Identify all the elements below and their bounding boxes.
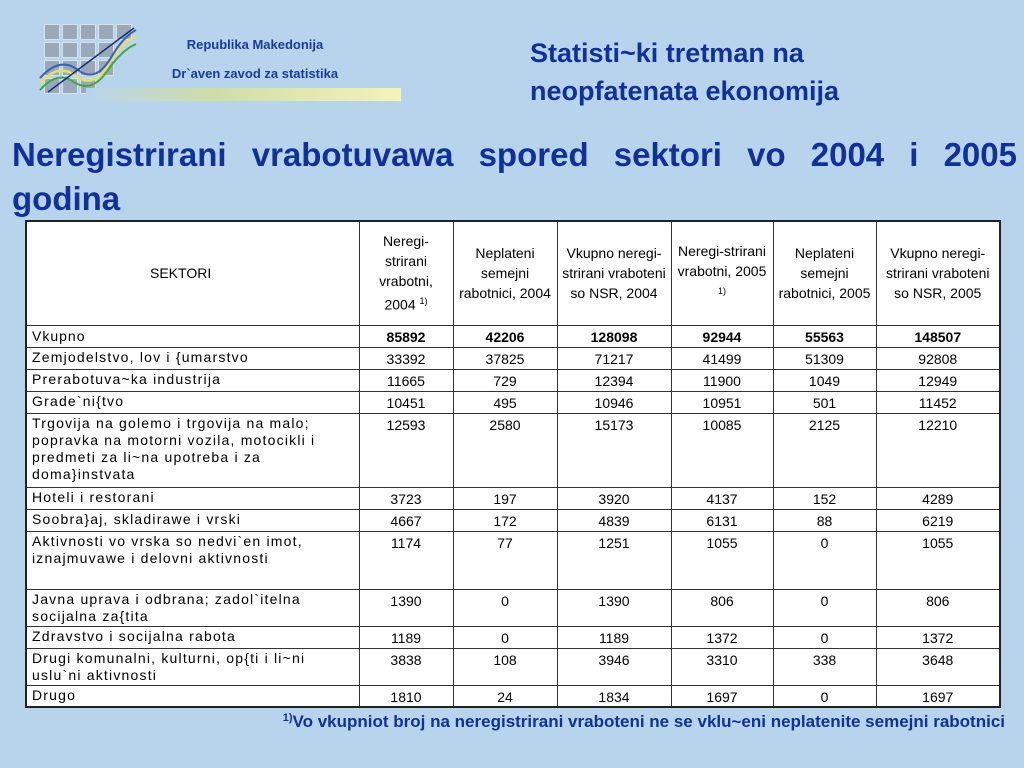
value-cell: 1372 — [671, 626, 773, 648]
value-cell: 33392 — [359, 347, 453, 369]
table-row — [26, 685, 1000, 707]
sector-label: Zdravstvo i socijalna rabota — [26, 626, 359, 648]
table-row — [26, 589, 1000, 626]
table-row — [26, 648, 1000, 685]
value-cell: 0 — [453, 589, 557, 626]
sector-label: Drugo — [26, 685, 359, 707]
value-cell: 1372 — [876, 626, 1000, 648]
value-cell: 4137 — [671, 487, 773, 509]
table-row — [26, 347, 1000, 369]
sector-label: Drugi komunalni, kulturni, op{ti i li~ni uslu`ni aktivnosti — [26, 648, 359, 685]
value-cell: 51309 — [773, 347, 876, 369]
org-name-line2: Dr`aven zavod za statistika — [171, 66, 339, 81]
value-cell: 1697 — [876, 685, 1000, 707]
table-header-row — [26, 221, 1000, 325]
value-cell: 10451 — [359, 391, 453, 413]
value-cell: 11900 — [671, 369, 773, 391]
value-cell: 806 — [876, 589, 1000, 626]
value-cell: 1251 — [557, 531, 671, 589]
value-cell: 12394 — [557, 369, 671, 391]
value-cell: 4839 — [557, 509, 671, 531]
value-cell: 1189 — [359, 626, 453, 648]
value-cell: 1390 — [557, 589, 671, 626]
value-cell: 197 — [453, 487, 557, 509]
footnote-marker: 1) — [282, 712, 293, 724]
value-cell: 10085 — [671, 413, 773, 487]
value-cell: 3310 — [671, 648, 773, 685]
slide-subtitle-line2: neopfatenata ekonomija — [530, 76, 840, 106]
value-cell: 6219 — [876, 509, 1000, 531]
column-header: Vkupno neregi-strirani vraboteni so NSR, 2005 — [876, 221, 1000, 325]
table-row — [26, 413, 1000, 487]
column-header-label: Neregi-strirani vrabotni, 2005 — [677, 243, 767, 280]
value-cell: 3838 — [359, 648, 453, 685]
org-name-line1: Republika Makedonija — [186, 37, 324, 52]
column-header: Vkupno neregi-strirani vraboteni so NSR, 2004 — [557, 221, 671, 325]
page-title: Neregistrirani vrabotuvawa spored sektori vo 2004 i 2005 godina — [12, 136, 1017, 217]
decorative-gradient-bar — [86, 88, 401, 101]
value-cell: 1055 — [876, 531, 1000, 589]
sector-label: Vkupno — [26, 325, 359, 347]
value-cell: 88 — [773, 509, 876, 531]
value-cell: 1834 — [557, 685, 671, 707]
value-cell: 4667 — [359, 509, 453, 531]
table-row — [26, 487, 1000, 509]
value-cell: 3723 — [359, 487, 453, 509]
table-body — [26, 325, 1000, 707]
slide-subtitle — [530, 34, 950, 110]
value-cell: 1697 — [671, 685, 773, 707]
value-cell: 11452 — [876, 391, 1000, 413]
value-cell: 1810 — [359, 685, 453, 707]
sector-label: Grade`ni{tvo — [26, 391, 359, 413]
column-header-label: Neregi-strirani vrabotni, 2004 — [379, 233, 433, 314]
value-cell: 77 — [453, 531, 557, 589]
value-cell: 148507 — [876, 325, 1000, 347]
value-cell: 10946 — [557, 391, 671, 413]
sector-label: Trgovija na golemo i trgovija na malo; popravka na motorni vozila, motocikli i predmeti za li~na upotreba i za doma}instvata — [26, 413, 359, 487]
value-cell: 37825 — [453, 347, 557, 369]
value-cell: 11665 — [359, 369, 453, 391]
sector-label: Soobra}aj, skladirawe i vrski — [26, 509, 359, 531]
value-cell: 0 — [453, 626, 557, 648]
value-cell: 12210 — [876, 413, 1000, 487]
value-cell: 128098 — [557, 325, 671, 347]
value-cell: 2580 — [453, 413, 557, 487]
table-row-total — [26, 325, 1000, 347]
value-cell: 42206 — [453, 325, 557, 347]
value-cell: 15173 — [557, 413, 671, 487]
value-cell: 55563 — [773, 325, 876, 347]
column-header: Neplateni semejni rabotnici, 2005 — [773, 221, 876, 325]
sector-label: Aktivnosti vo vrska so nedvi`en imot, iznajmuvawe i delovni aktivnosti — [26, 531, 359, 589]
value-cell: 1189 — [557, 626, 671, 648]
column-header: Neplateni semejni rabotnici, 2004 — [453, 221, 557, 325]
value-cell: 0 — [773, 531, 876, 589]
value-cell: 3648 — [876, 648, 1000, 685]
value-cell: 152 — [773, 487, 876, 509]
value-cell: 6131 — [671, 509, 773, 531]
value-cell: 0 — [773, 589, 876, 626]
value-cell: 1390 — [359, 589, 453, 626]
sector-label: Prerabotuva~ka industrija — [26, 369, 359, 391]
value-cell: 71217 — [557, 347, 671, 369]
table-row — [26, 369, 1000, 391]
value-cell: 3920 — [557, 487, 671, 509]
value-cell: 0 — [773, 626, 876, 648]
value-cell: 172 — [453, 509, 557, 531]
value-cell: 4289 — [876, 487, 1000, 509]
table-row — [26, 531, 1000, 589]
sector-label: Hoteli i restorani — [26, 487, 359, 509]
value-cell: 108 — [453, 648, 557, 685]
value-cell: 1049 — [773, 369, 876, 391]
value-cell: 2125 — [773, 413, 876, 487]
table-row — [26, 626, 1000, 648]
value-cell: 3946 — [557, 648, 671, 685]
column-header-sektori: SEKTORI — [26, 221, 359, 325]
value-cell: 1055 — [671, 531, 773, 589]
footnote-ref: 1) — [419, 296, 428, 307]
value-cell: 24 — [453, 685, 557, 707]
sector-label: Zemjodelstvo, lov i {umarstvo — [26, 347, 359, 369]
table-row — [26, 509, 1000, 531]
value-cell: 12593 — [359, 413, 453, 487]
value-cell: 501 — [773, 391, 876, 413]
value-cell: 0 — [773, 685, 876, 707]
value-cell: 338 — [773, 648, 876, 685]
column-header — [671, 221, 773, 325]
footnote-ref: 1) — [717, 286, 726, 297]
value-cell: 85892 — [359, 325, 453, 347]
footnote-text: Vo vkupniot broj na neregistrirani vraboteni ne se vklu~eni neplatenite semejni rabotnici — [292, 712, 1005, 731]
footnote — [30, 712, 1005, 732]
value-cell: 92944 — [671, 325, 773, 347]
table-row — [26, 391, 1000, 413]
column-header — [359, 221, 453, 325]
value-cell: 10951 — [671, 391, 773, 413]
value-cell: 729 — [453, 369, 557, 391]
sector-employment-table — [25, 220, 1001, 708]
value-cell: 12949 — [876, 369, 1000, 391]
value-cell: 92808 — [876, 347, 1000, 369]
value-cell: 41499 — [671, 347, 773, 369]
value-cell: 495 — [453, 391, 557, 413]
slide-subtitle-line1: Statisti~ki tretman na — [530, 38, 804, 68]
value-cell: 806 — [671, 589, 773, 626]
value-cell: 1174 — [359, 531, 453, 589]
sector-label: Javna uprava i odbrana; zadol`itelna socijalna za{tita — [26, 589, 359, 626]
